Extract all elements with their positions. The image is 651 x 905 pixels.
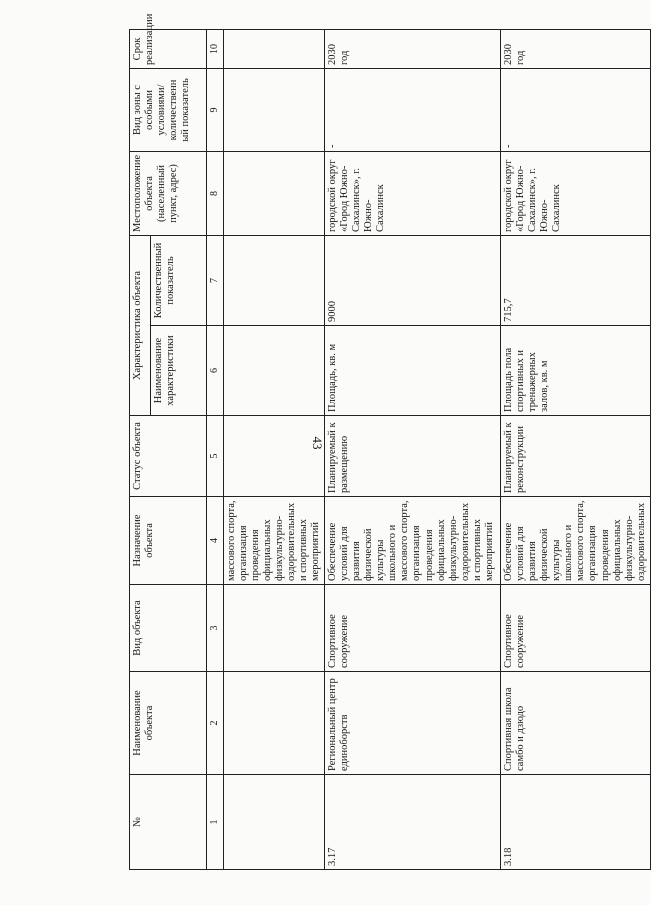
- row-purpose: Обеспечение условий для развития физической культуры школьного и массового спорта, организация проведения официальных физкультурно-оздоровительных и спортивных мероприятий: [325, 497, 501, 585]
- column-number: 2: [207, 672, 224, 775]
- header-char-value: Количественный показатель: [151, 236, 207, 326]
- objects-table: [129, 13, 651, 870]
- empty-cell: [223, 69, 325, 152]
- continuation-row: [223, 30, 325, 870]
- header-char-name: Наименование характеристики: [151, 326, 207, 416]
- row-deadline: 2030 год: [501, 30, 651, 69]
- empty-cell: [223, 236, 325, 326]
- column-number: 9: [207, 69, 224, 152]
- header-name: Наименование объекта: [130, 672, 207, 775]
- column-number: 8: [207, 152, 224, 236]
- column-number: 3: [207, 585, 224, 672]
- header-num: №: [130, 775, 207, 870]
- table-row: [501, 30, 651, 870]
- row-location: городской округ «Город Южно-Сахалинск», г. Южно-Сахалинск: [325, 152, 501, 236]
- row-char-name: Площадь пола спортивных и тренажерных залов, кв. м: [501, 326, 651, 416]
- rotated-table-frame: [129, 13, 647, 870]
- row-num: 3.18: [501, 775, 651, 870]
- row-char-name: Площадь, кв. м: [325, 326, 501, 416]
- row-zone: -: [501, 69, 651, 152]
- header-deadline: Срок реализации: [130, 30, 207, 69]
- row-name: Спортивная школа самбо и дзюдо: [501, 672, 651, 775]
- empty-cell: [223, 775, 325, 870]
- row-char-value: 715,7: [501, 236, 651, 326]
- row-char-value: 9000: [325, 236, 501, 326]
- header-location: Местоположение объекта (населенный пункт, адрес): [130, 152, 207, 236]
- header-row-1: [130, 30, 151, 870]
- column-number: 10: [207, 30, 224, 69]
- row-status: Планируемый к реконструкции: [501, 416, 651, 497]
- empty-cell: [223, 326, 325, 416]
- row-status: Планируемый к размещению: [325, 416, 501, 497]
- row-name: Региональный центр единоборств: [325, 672, 501, 775]
- header-characteristics: Характеристика объекта: [130, 236, 151, 416]
- column-number-row: [207, 30, 224, 870]
- header-purpose: Назначение объекта: [130, 497, 207, 585]
- row-num: 3.17: [325, 775, 501, 870]
- column-number: 1: [207, 775, 224, 870]
- header-type: Вид объекта: [130, 585, 207, 672]
- empty-cell: [223, 672, 325, 775]
- table-row: [325, 30, 501, 870]
- row-location: городской округ «Город Южно-Сахалинск», г. Южно-Сахалинск: [501, 152, 651, 236]
- continuation-purpose: массового спорта, организация проведения официальных физкультурно-оздоровительных и спортивных мероприятий: [223, 497, 325, 585]
- row-zone: -: [325, 69, 501, 152]
- header-status: Статус объекта: [130, 416, 207, 497]
- row-type: Спортивное сооружение: [501, 585, 651, 672]
- column-number: 4: [207, 497, 224, 585]
- column-number: 7: [207, 236, 224, 326]
- row-type: Спортивное сооружение: [325, 585, 501, 672]
- empty-cell: [223, 416, 325, 497]
- header-zone: Вид зоны с особыми условиями/ количественн ый показатель: [130, 69, 207, 152]
- column-number: 6: [207, 326, 224, 416]
- row-deadline: 2030 год: [325, 30, 501, 69]
- empty-cell: [223, 152, 325, 236]
- column-number: 5: [207, 416, 224, 497]
- empty-cell: [223, 585, 325, 672]
- row-purpose: Обеспечение условий для развития физической культуры школьного и массового спорта, организация проведения официальных физкультурно-оздоровительных: [501, 497, 651, 585]
- page-number: 43: [310, 436, 325, 450]
- empty-cell: [223, 30, 325, 69]
